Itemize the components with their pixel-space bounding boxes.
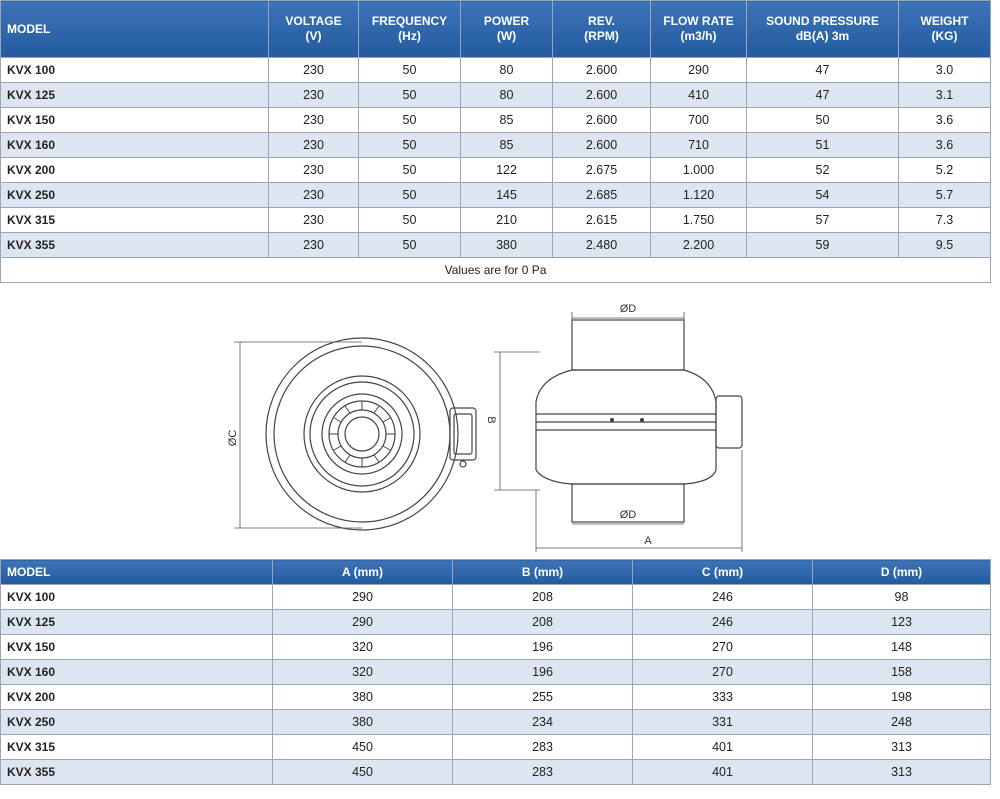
table-row: [1, 158, 991, 183]
table-row: [1, 208, 991, 233]
model-cell: KVX 125: [1, 83, 269, 108]
dim-d-cell: 98: [813, 585, 991, 610]
dim-d-cell: 158: [813, 660, 991, 685]
dim-a-cell: 380: [273, 710, 453, 735]
spec-table-body: [1, 58, 991, 258]
model-cell: KVX 200: [1, 158, 269, 183]
model-cell: KVX 150: [1, 635, 273, 660]
rev-cell: 2.600: [553, 58, 651, 83]
dim-c-cell: 401: [633, 735, 813, 760]
label-diameter-top: ØD: [619, 303, 637, 315]
fan-technical-drawing: [0, 290, 1000, 558]
table-row: [1, 610, 991, 635]
dim-header-row: [1, 560, 991, 585]
frequency-cell: 50: [359, 233, 461, 258]
fan-front-view: [266, 338, 476, 530]
dim-a-cell: 450: [273, 760, 453, 785]
voltage-cell: 230: [269, 133, 359, 158]
dim-header-c: C (mm): [633, 560, 813, 585]
sound-pressure-cell: 54: [747, 183, 899, 208]
voltage-cell: 230: [269, 183, 359, 208]
dim-a-cell: 450: [273, 735, 453, 760]
dim-a-cell: 320: [273, 635, 453, 660]
dim-b-cell: 283: [453, 735, 633, 760]
dim-a-cell: 320: [273, 660, 453, 685]
dim-d-cell: 248: [813, 710, 991, 735]
table-row: [1, 183, 991, 208]
frequency-cell: 50: [359, 108, 461, 133]
rev-cell: 2.685: [553, 183, 651, 208]
dim-b-cell: 234: [453, 710, 633, 735]
flow-rate-cell: 700: [651, 108, 747, 133]
sound-pressure-cell: 57: [747, 208, 899, 233]
power-cell: 380: [461, 233, 553, 258]
sound-pressure-cell: 51: [747, 133, 899, 158]
dim-table-body: [1, 585, 991, 785]
rev-cell: 2.480: [553, 233, 651, 258]
model-cell: KVX 150: [1, 108, 269, 133]
flow-rate-cell: 710: [651, 133, 747, 158]
weight-cell: 9.5: [899, 233, 991, 258]
frequency-cell: 50: [359, 158, 461, 183]
spec-note-row: [1, 258, 991, 283]
spec-header-power: POWER (W): [461, 1, 553, 58]
power-cell: 80: [461, 83, 553, 108]
table-row: [1, 760, 991, 785]
sound-pressure-cell: 47: [747, 58, 899, 83]
flow-rate-cell: 410: [651, 83, 747, 108]
dim-a-cell: 290: [273, 610, 453, 635]
dim-b-cell: 255: [453, 685, 633, 710]
weight-cell: 5.2: [899, 158, 991, 183]
rev-cell: 2.675: [553, 158, 651, 183]
voltage-cell: 230: [269, 58, 359, 83]
table-row: [1, 635, 991, 660]
dim-a-cell: 380: [273, 685, 453, 710]
sound-pressure-cell: 50: [747, 108, 899, 133]
model-cell: KVX 250: [1, 710, 273, 735]
dim-header-a: A (mm): [273, 560, 453, 585]
model-cell: KVX 315: [1, 735, 273, 760]
frequency-cell: 50: [359, 183, 461, 208]
dim-d-cell: 313: [813, 760, 991, 785]
frequency-cell: 50: [359, 133, 461, 158]
dim-c-cell: 270: [633, 635, 813, 660]
model-cell: KVX 100: [1, 58, 269, 83]
voltage-cell: 230: [269, 233, 359, 258]
weight-cell: 5.7: [899, 183, 991, 208]
table-row: [1, 58, 991, 83]
spec-header-weight: WEIGHT (KG): [899, 1, 991, 58]
weight-cell: 3.1: [899, 83, 991, 108]
model-cell: KVX 125: [1, 610, 273, 635]
sound-pressure-cell: 59: [747, 233, 899, 258]
dim-d-cell: 313: [813, 735, 991, 760]
rev-cell: 2.600: [553, 133, 651, 158]
table-row: [1, 685, 991, 710]
dim-c-cell: 246: [633, 610, 813, 635]
frequency-cell: 50: [359, 58, 461, 83]
spec-header-model: MODEL: [1, 1, 269, 58]
dim-header-b: B (mm): [453, 560, 633, 585]
table-row: [1, 585, 991, 610]
rev-cell: 2.600: [553, 83, 651, 108]
voltage-cell: 230: [269, 208, 359, 233]
flow-rate-cell: 290: [651, 58, 747, 83]
table-row: [1, 660, 991, 685]
power-cell: 122: [461, 158, 553, 183]
dim-b-cell: 283: [453, 760, 633, 785]
rev-cell: 2.600: [553, 108, 651, 133]
fan-side-view: [536, 320, 742, 522]
sound-pressure-cell: 52: [747, 158, 899, 183]
flow-rate-cell: 1.000: [651, 158, 747, 183]
power-cell: 85: [461, 108, 553, 133]
flow-rate-cell: 1.120: [651, 183, 747, 208]
dimensions-table: [0, 559, 991, 785]
model-cell: KVX 160: [1, 133, 269, 158]
voltage-cell: 230: [269, 108, 359, 133]
dim-b-cell: 196: [453, 660, 633, 685]
weight-cell: 3.6: [899, 133, 991, 158]
label-diameter-c: ØC: [227, 429, 239, 447]
table-row: [1, 233, 991, 258]
sound-pressure-cell: 47: [747, 83, 899, 108]
dim-c-cell: 246: [633, 585, 813, 610]
weight-cell: 7.3: [899, 208, 991, 233]
power-cell: 145: [461, 183, 553, 208]
dim-d-cell: 198: [813, 685, 991, 710]
dim-header-model: MODEL: [1, 560, 273, 585]
spec-header-voltage: VOLTAGE (V): [269, 1, 359, 58]
dim-c-cell: 333: [633, 685, 813, 710]
dim-header-d: D (mm): [813, 560, 991, 585]
spec-note: Values are for 0 Pa: [1, 258, 991, 283]
model-cell: KVX 315: [1, 208, 269, 233]
rev-cell: 2.615: [553, 208, 651, 233]
table-row: [1, 133, 991, 158]
table-row: [1, 710, 991, 735]
dim-b-cell: 208: [453, 610, 633, 635]
model-cell: KVX 250: [1, 183, 269, 208]
model-cell: KVX 355: [1, 760, 273, 785]
dim-b-cell: 208: [453, 585, 633, 610]
power-cell: 210: [461, 208, 553, 233]
frequency-cell: 50: [359, 208, 461, 233]
power-cell: 85: [461, 133, 553, 158]
label-diameter-bottom: ØD: [619, 509, 637, 521]
dim-d-cell: 148: [813, 635, 991, 660]
model-cell: KVX 160: [1, 660, 273, 685]
specification-table: [0, 0, 991, 283]
spec-header-rev: REV. (RPM): [553, 1, 651, 58]
dim-c-cell: 270: [633, 660, 813, 685]
weight-cell: 3.0: [899, 58, 991, 83]
weight-cell: 3.6: [899, 108, 991, 133]
model-cell: KVX 355: [1, 233, 269, 258]
dim-b-cell: 196: [453, 635, 633, 660]
voltage-cell: 230: [269, 83, 359, 108]
spec-header-row: [1, 1, 991, 58]
spec-header-sound-pressure: SOUND PRESSURE dB(A) 3m: [747, 1, 899, 58]
table-row: [1, 83, 991, 108]
dim-a-cell: 290: [273, 585, 453, 610]
voltage-cell: 230: [269, 158, 359, 183]
table-row: [1, 735, 991, 760]
dim-d-cell: 123: [813, 610, 991, 635]
table-row: [1, 108, 991, 133]
dim-c-cell: 331: [633, 710, 813, 735]
flow-rate-cell: 1.750: [651, 208, 747, 233]
label-width-a: A: [644, 535, 652, 547]
frequency-cell: 50: [359, 83, 461, 108]
power-cell: 80: [461, 58, 553, 83]
model-cell: KVX 100: [1, 585, 273, 610]
label-height-b: B: [485, 416, 497, 424]
flow-rate-cell: 2.200: [651, 233, 747, 258]
spec-header-frequency: FREQUENCY (Hz): [359, 1, 461, 58]
spec-header-flow-rate: FLOW RATE (m3/h): [651, 1, 747, 58]
dim-c-cell: 401: [633, 760, 813, 785]
model-cell: KVX 200: [1, 685, 273, 710]
